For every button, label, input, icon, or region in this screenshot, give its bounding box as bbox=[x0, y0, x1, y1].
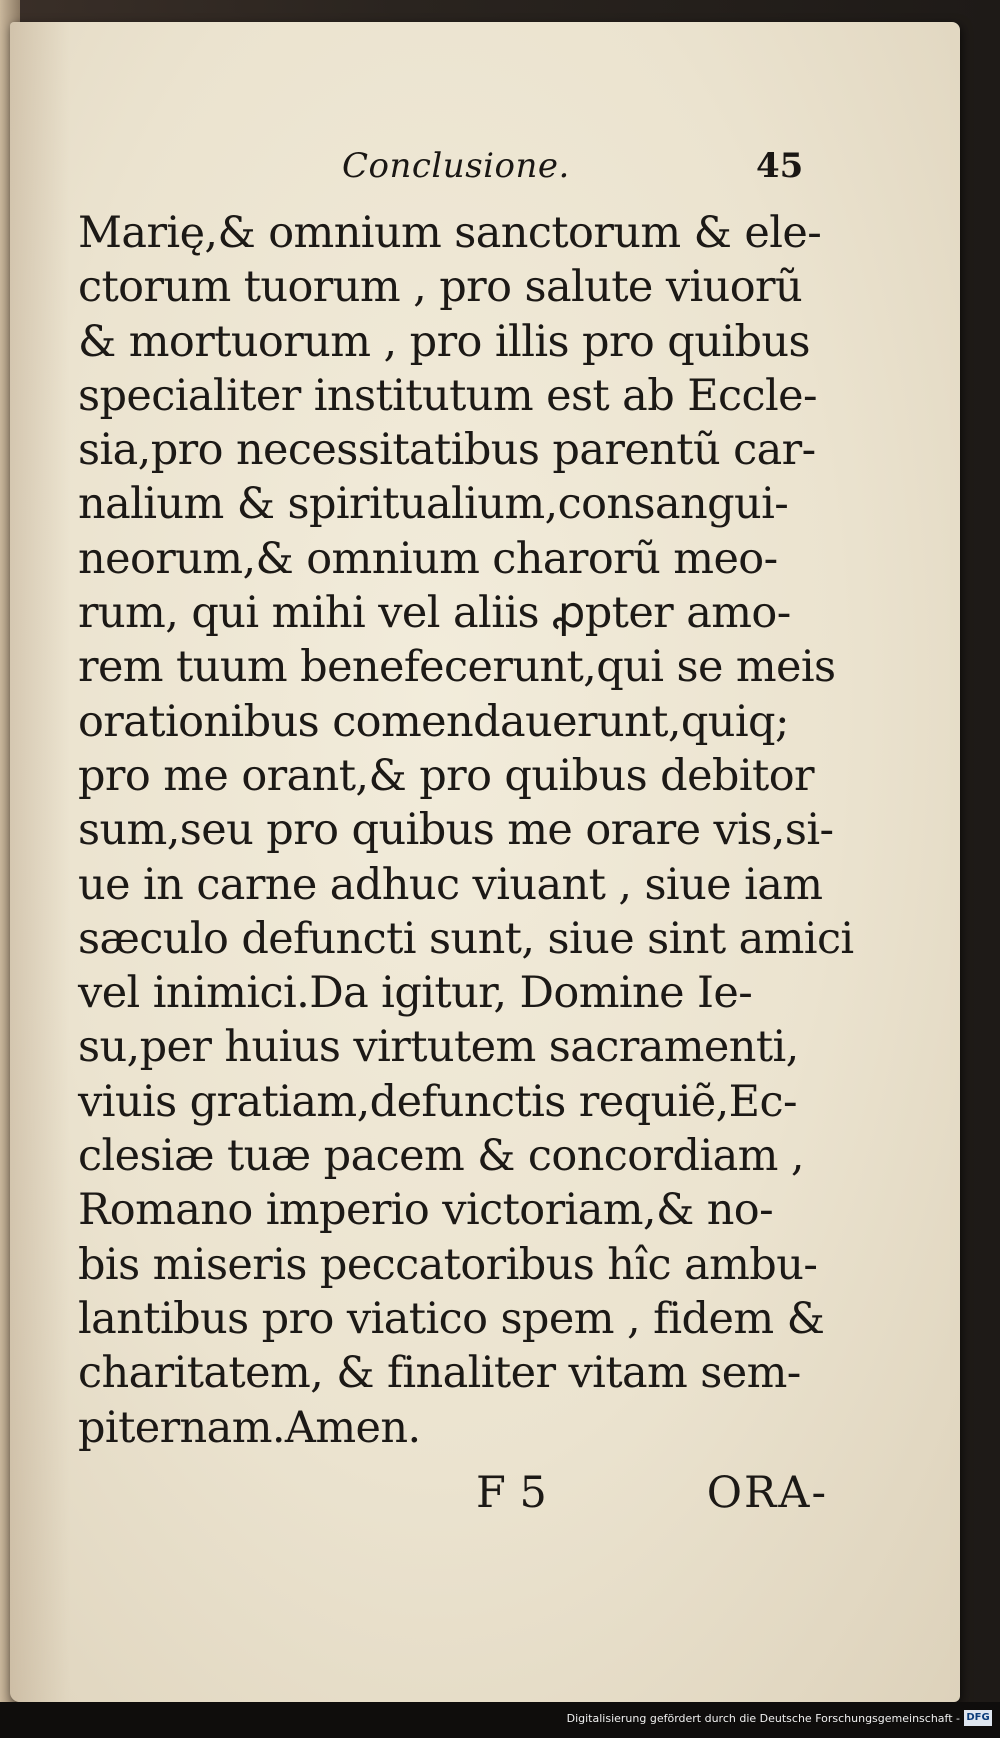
text-line: rem tuum benefecerunt,qui se meis bbox=[78, 642, 836, 693]
text-line: sum,seu pro quibus me orare vis,si- bbox=[78, 805, 834, 856]
gutter-shade bbox=[10, 22, 70, 1702]
text-line: pro me orant,& pro quibus debitor bbox=[78, 750, 814, 801]
text-line: lantibus pro viatico spem , fidem & bbox=[78, 1293, 825, 1344]
text-line: specialiter institutum est ab Eccle- bbox=[78, 370, 817, 421]
page-number: 45 bbox=[756, 146, 804, 186]
text-line: vel inimici.Da igitur, Domine Ie- bbox=[78, 968, 753, 1019]
text-line: orationibus comendauerunt,quiq; bbox=[78, 696, 789, 747]
catchwords-row bbox=[476, 1468, 836, 1518]
text-line: clesiæ tuæ pacem & concordiam , bbox=[78, 1131, 804, 1182]
dfg-logo: DFG bbox=[964, 1710, 992, 1726]
text-line: & mortuorum , pro illis pro quibus bbox=[78, 316, 810, 367]
text-line: Marię,& omnium sanctorum & ele- bbox=[78, 208, 822, 258]
text-line: ue in carne adhuc viuant , siue iam bbox=[78, 859, 823, 910]
text-line: rum, qui mihi vel aliis ꝓpter amo- bbox=[78, 588, 791, 639]
text-line: neorum,& omnium charorũ meo- bbox=[78, 533, 778, 584]
text-line: charitatem, & finaliter vitam sem- bbox=[78, 1348, 801, 1399]
text-line: bis miseris peccatoribus hîc ambu- bbox=[78, 1239, 818, 1290]
text-line: sia,pro necessitatibus parentũ car- bbox=[78, 425, 816, 476]
catchword: ORA- bbox=[706, 1468, 828, 1518]
text-line: nalium & spiritualium,consangui- bbox=[78, 479, 789, 530]
text-line: sæculo defuncti sunt, siue sint amici bbox=[78, 913, 854, 964]
text-line: piternam.Amen. bbox=[78, 1402, 421, 1453]
funding-credit: Digitalisierung gefördert durch die Deutsche Forschungsgemeinschaft - bbox=[566, 1712, 960, 1725]
signature-mark: F 5 bbox=[476, 1468, 547, 1518]
text-line: su,per huius virtutem sacramenti, bbox=[78, 1022, 799, 1073]
text-line: Romano imperio victoriam,& no- bbox=[78, 1185, 774, 1236]
text-block bbox=[78, 206, 854, 1455]
text-line: ctorum tuorum , pro salute viuorũ bbox=[78, 262, 803, 313]
running-head: Conclusione. bbox=[342, 146, 570, 186]
text-line: viuis gratiam,defunctis requiẽ,Ec- bbox=[78, 1076, 797, 1127]
